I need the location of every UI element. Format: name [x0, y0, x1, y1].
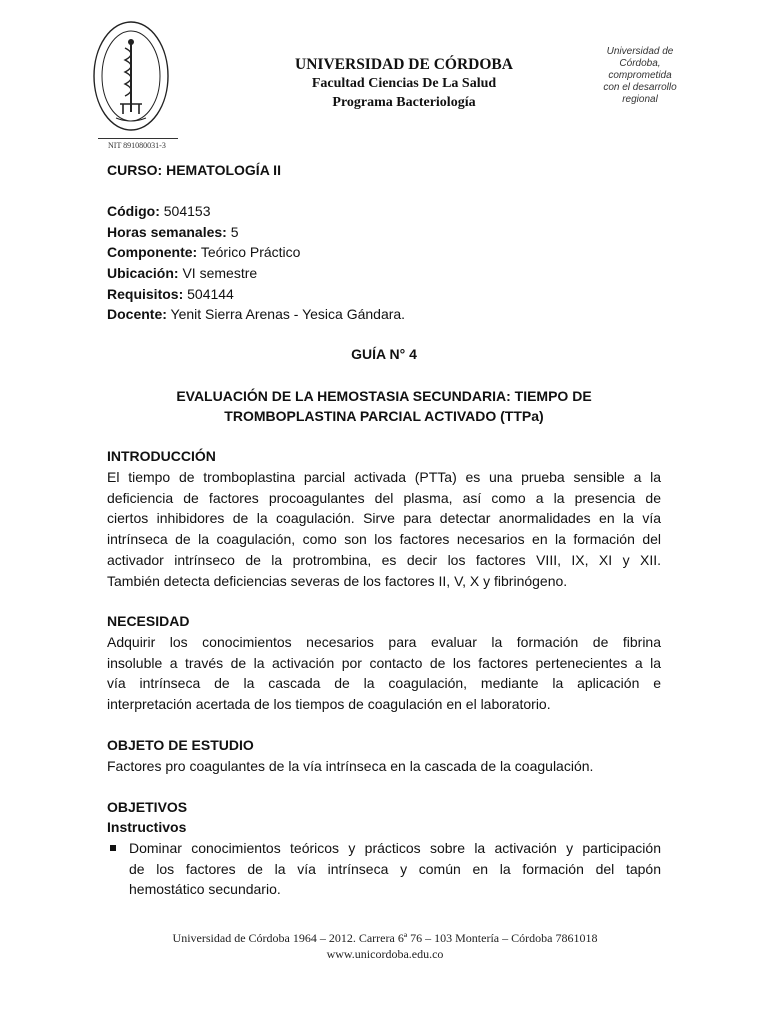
objectives-subheading: Instructivos — [107, 819, 187, 835]
institution-heading — [264, 55, 544, 112]
field-value: 504144 — [183, 286, 234, 302]
field-label: Docente: — [107, 306, 167, 322]
bullet-line: hemostático secundario. — [129, 881, 281, 898]
field-value: 5 — [226, 224, 239, 240]
object-text: Factores pro coagulantes de la vía intrínseca en la cascada de la coagulación. — [107, 758, 594, 774]
bullet-text — [129, 838, 661, 900]
program-name: Programa Bacteriología — [332, 95, 476, 110]
paragraph-line: intrínseca de la coagulación, como son los factores necesarios en la formación del — [107, 531, 661, 548]
course-title: CURSO: HEMATOLOGÍA II — [107, 162, 281, 178]
field-label: Horas semanales: — [107, 224, 227, 240]
field-teacher — [107, 304, 405, 325]
intro-paragraph — [107, 467, 661, 591]
motto-line: Córdoba, — [619, 58, 661, 69]
need-heading: NECESIDAD — [107, 613, 190, 629]
field-value: VI semestre — [178, 265, 258, 281]
paragraph-line: insoluble a través de la activación por contacto de los factores pertenecientes a la — [107, 654, 661, 671]
paragraph-line: El tiempo de tromboplastina parcial activada (PTTa) es una prueba sensible a la — [107, 469, 661, 485]
bullet-line: Dominar conocimientos teóricos y prácticos sobre la activación y participación — [129, 840, 661, 856]
field-value: Yenit Sierra Arenas - Yesica Gándara. — [166, 306, 406, 322]
field-label: Código: — [107, 203, 160, 219]
university-name: UNIVERSIDAD DE CÓRDOBA — [295, 56, 513, 73]
field-label: Requisitos: — [107, 286, 184, 302]
field-requirements — [107, 284, 234, 305]
document-title-line: TROMBOPLASTINA PARCIAL ACTIVADO (TTPa) — [224, 408, 544, 424]
paragraph-line: vía intrínseca de la cascada de la coagulación, mediante la aplicación e — [107, 675, 661, 692]
field-value: Teórico Práctico — [197, 244, 301, 260]
field-location — [107, 263, 257, 284]
bullet-square-icon — [110, 845, 116, 851]
object-heading: OBJETO DE ESTUDIO — [107, 737, 254, 753]
paragraph-line: deficiencia de factores procoagulantes del plasma, así como a la presencia de — [107, 489, 661, 506]
motto-line: Universidad de — [606, 46, 674, 57]
motto-line: regional — [622, 94, 658, 105]
guide-number: GUÍA N° 4 — [351, 346, 417, 362]
field-component — [107, 242, 300, 263]
document-title-line: EVALUACIÓN DE LA HEMOSTASIA SECUNDARIA: TIEMPO DE — [176, 388, 592, 404]
field-label: Componente: — [107, 244, 198, 260]
footer-address: Universidad de Córdoba 1964 – 2012. Carrera 6ª 76 – 103 Montería – Córdoba 7861018 — [172, 931, 598, 945]
seal-divider — [98, 138, 178, 139]
field-label: Ubicación: — [107, 265, 179, 281]
field-hours — [107, 222, 239, 243]
paragraph-line: activador intrínseco de la protrombina, es decir los factores VIII, IX, XI y XII. — [107, 551, 661, 568]
need-paragraph — [107, 632, 661, 715]
paragraph-line: interpretación acertada de los tiempos de coagulación en el laboratorio. — [107, 696, 551, 713]
bullet-line: de los factores de la vía intrínseca y común en la formación del tapón — [129, 860, 661, 877]
objectives-heading: OBJETIVOS — [107, 799, 188, 815]
nit-number: NIT 891080031-3 — [108, 141, 166, 150]
paragraph-line: También detecta deficiencias severas de los factores II, V, X y fibrinógeno. — [107, 572, 568, 589]
field-code — [107, 201, 210, 222]
faculty-name: Facultad Ciencias De La Salud — [311, 76, 497, 91]
footer-website[interactable]: www.unicordoba.edu.co — [326, 947, 444, 961]
motto-line: con el desarrollo — [603, 82, 677, 93]
paragraph-line: ciertos inhibidores de la coagulación. Sirve para detectar anormalidades en la vía — [107, 510, 661, 527]
page-footer — [130, 930, 640, 962]
intro-heading: INTRODUCCIÓN — [107, 448, 216, 464]
university-motto — [584, 46, 696, 106]
university-seal-icon — [92, 20, 170, 132]
field-value: 504153 — [159, 203, 211, 219]
paragraph-line: Adquirir los conocimientos necesarios para evaluar la formación de fibrina — [107, 634, 661, 650]
motto-line: comprometida — [608, 70, 672, 81]
